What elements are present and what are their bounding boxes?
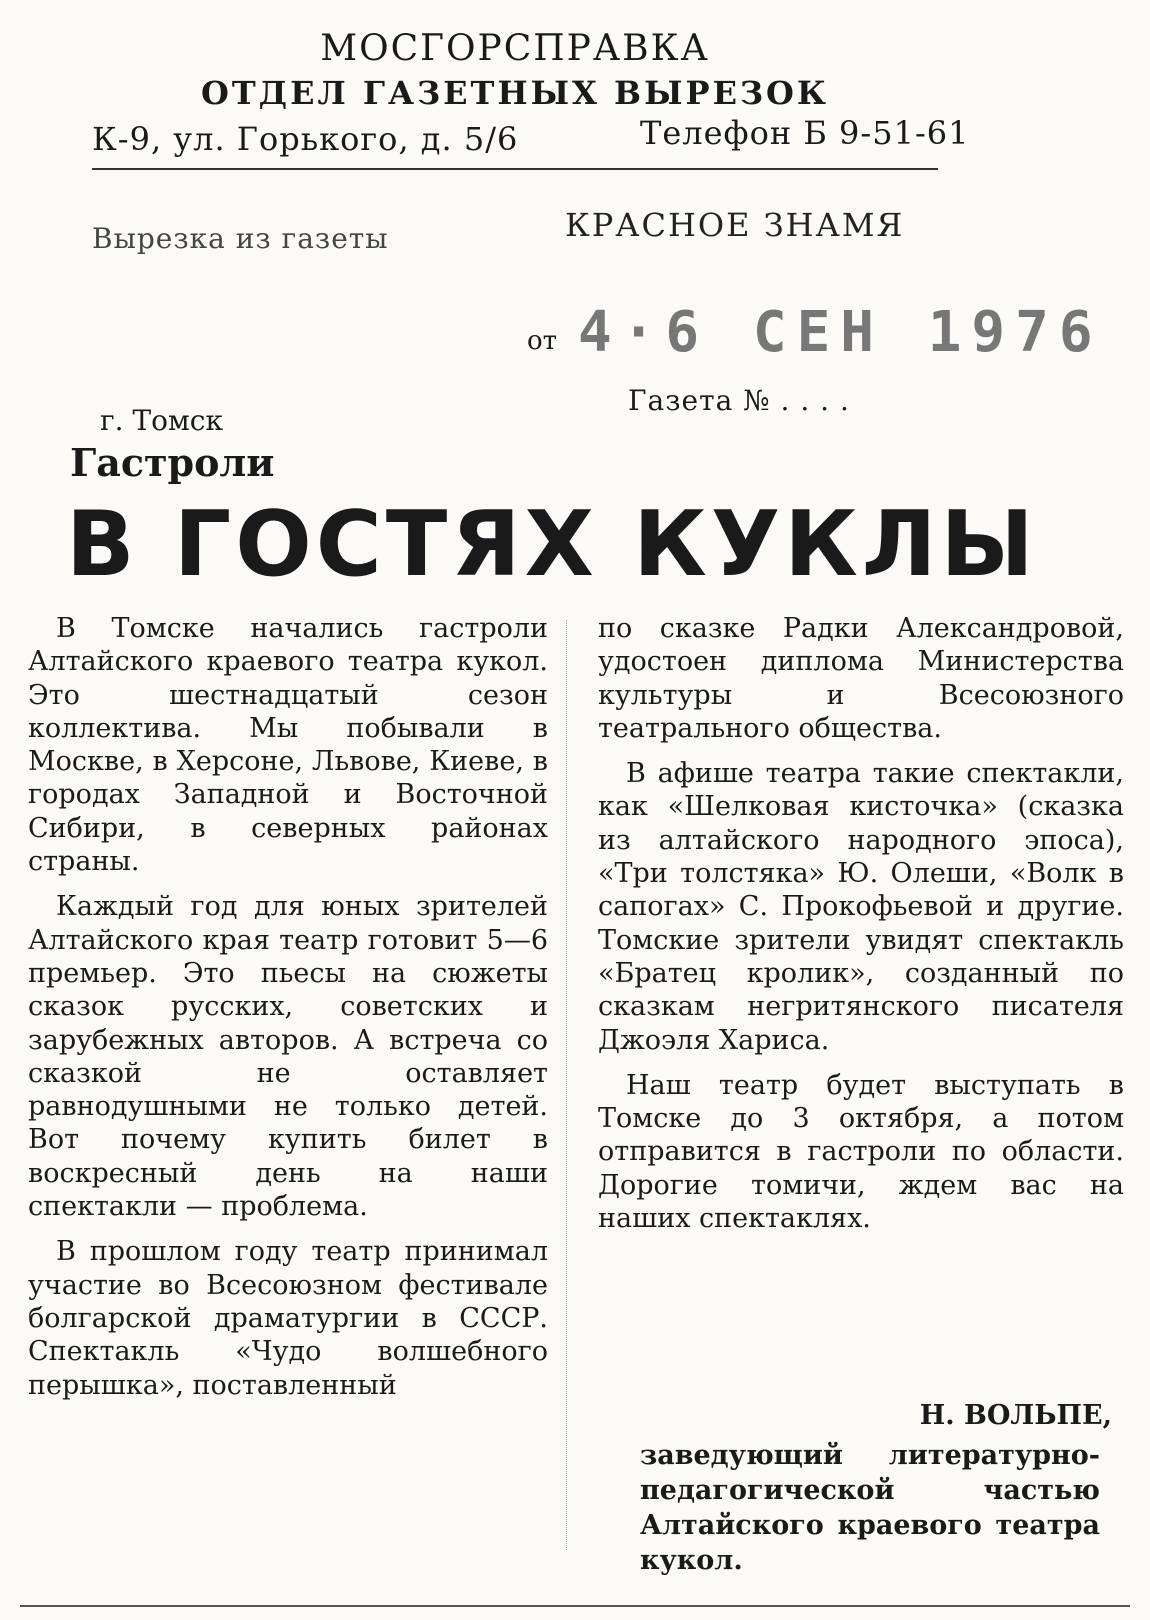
department-name: ОТДЕЛ ГАЗЕТНЫХ ВЫРЕЗОК — [200, 74, 830, 112]
author-role: заведующий литературно-педагогической частью Алтайского краевого театра кукол. — [640, 1440, 1100, 1576]
paragraph: В афише театра такие спектакли, как «Шелковая кисточка» (сказка из алтайского народного эпоса), «Три толстяка» Ю. Олеши, «Волк в сапогах» С. Прокофьевой и другие. Томские зрители увидят спектакль «Братец кролик», созданный по сказкам негритянского писателя Джоэля Хариса. — [598, 758, 1124, 1056]
column-divider — [566, 620, 567, 1550]
bottom-divider — [20, 1605, 1130, 1607]
article-column-2 — [598, 612, 1124, 1247]
date-stamp: 4·6 СЕН 1976 — [578, 300, 1103, 365]
article-column-1 — [28, 612, 548, 1414]
paragraph: В Томске начались гастроли Алтайского краевого театра кукол. Это шестнадцатый сезон коллектива. Мы побывали в Москве, в Херсоне, Львове, Киеве, в городах Западной и Восточной Сибири, в северных районах страны. — [28, 613, 548, 878]
article-headline: В ГОСТЯХ КУКЛЫ — [66, 492, 1038, 597]
address: К-9, ул. Горького, д. 5/6 — [92, 120, 519, 158]
org-name: МОСГОРСПРАВКА — [320, 28, 710, 69]
paragraph: по сказке Радки Александровой, удостоен диплома Министерства культуры и Всесоюзного театрального общества. — [598, 613, 1124, 744]
issue-number: Газета № . . . . — [628, 384, 850, 417]
phone: Телефон Б 9-51-61 — [640, 114, 970, 152]
paragraph: В прошлом году театр принимал участие во Всесоюзном фестивале болгарской драматургии в СССР. Спектакль «Чудо волшебного перышка», поставленный — [28, 1236, 548, 1401]
paragraph: Каждый год для юных зрителей Алтайского края театр готовит 5—6 премьер. Это пьесы на сюжеты сказок русских, советских и зарубежных авторов. А встреча со сказкой не оставляет равнодушными не только детей. Вот почему купить билет в воскресный день на наши спектакли — проблема. — [28, 891, 548, 1223]
paragraph: Наш театр будет выступать в Томске до 3 октября, а потом отправится в гастроли по области. Дорогие томичи, ждем вас на наших спектаклях. — [598, 1069, 1124, 1235]
date-prefix: от — [527, 326, 558, 356]
author-name: Н. ВОЛЬПЕ, — [919, 1400, 1112, 1431]
clipping-label: Вырезка из газеты — [92, 222, 389, 255]
newspaper-name: КРАСНОЕ ЗНАМЯ — [565, 206, 905, 244]
rubric: Гастроли — [70, 440, 275, 485]
header-divider — [92, 168, 938, 170]
dateline-city: г. Томск — [100, 404, 223, 437]
